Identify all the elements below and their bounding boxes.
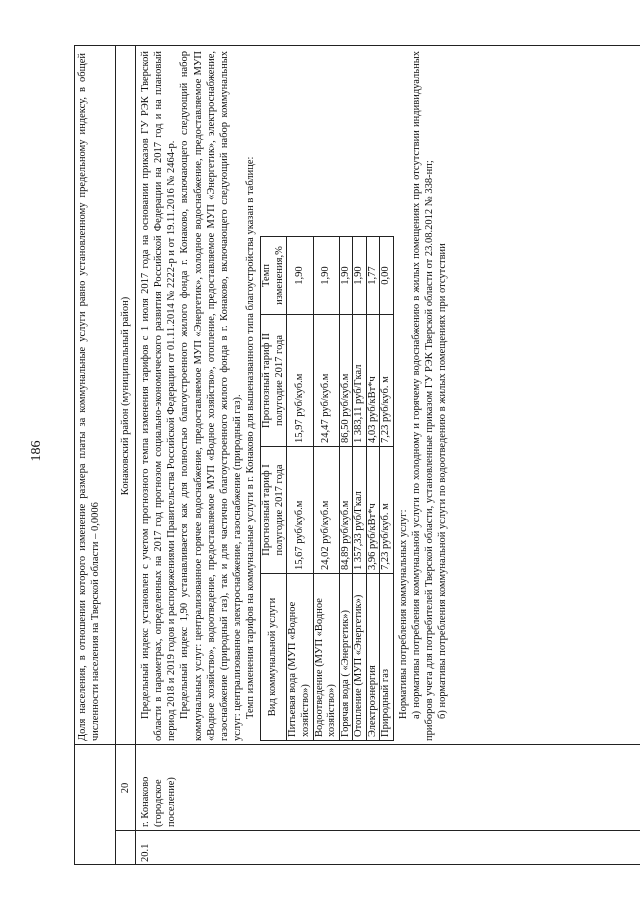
header-cell <box>76 53 102 741</box>
tariff-h2: 15,97 руб/куб.м <box>287 315 313 447</box>
tariff-rate: 1,90 <box>313 237 339 315</box>
page-number: 186 <box>29 440 44 462</box>
tariff-col-header: Темп изменения,% <box>261 237 287 315</box>
header-text: Доля населения, в отношении которого изменение размера платы за коммунальные услуги равно установленному предельному индексу, в общей численности населения на Тверской области – 0,0006 <box>77 53 102 741</box>
tariff-h2: 4,03 руб/кВт*ч <box>366 315 380 447</box>
tariff-service: Отопление (МУП «Энергетик») <box>353 574 367 741</box>
tariff-rate: 0,00 <box>380 237 394 315</box>
tariff-rate: 1,90 <box>339 237 353 315</box>
tariff-col-header: Вид коммунальной услуги <box>261 574 287 741</box>
tariff-h2: 7,23 руб/куб. м <box>380 315 394 447</box>
tariff-service: Природный газ <box>380 574 394 741</box>
tariff-h1: 84,89 руб/куб.м <box>339 447 353 574</box>
table-row <box>366 237 380 741</box>
norm-a: а) нормативы потребления коммунальной услуги по холодному и горячему водоснабжению в жилых помещениях при отсутствии индивидуальных приборов учета для потребителей Тверской области, установленные приказом ГУ РЭК Тверской области от 23.08.2012 № 338-нп; <box>411 51 436 741</box>
table-row <box>353 237 367 741</box>
table-row <box>287 237 313 741</box>
table-row <box>313 237 339 741</box>
table-border-row201 <box>135 45 136 865</box>
tariff-h2: 24,47 руб/куб.м <box>313 315 339 447</box>
tariff-table-header-row <box>261 237 287 741</box>
norms-title: Нормативы потребления коммунальных услуг: <box>398 509 410 719</box>
tariff-service: Питьевая вода (МУП «Водное хозяйство») <box>287 574 313 741</box>
tariff-table <box>260 236 394 741</box>
paragraph-3: Темп изменения тарифов на коммунальные услуги в г. Конаково для вышеназванного типа благоустройства указан в таблице: <box>245 156 256 719</box>
tariff-h2: 1 383,11 руб/Гкал <box>353 315 367 447</box>
tariff-service: Горячая вода ( «Энергетик») <box>339 574 353 741</box>
tariff-rate: 1,90 <box>287 237 313 315</box>
tariff-rate: 1,77 <box>366 237 380 315</box>
tariff-col-header: Прогнозный тариф II полугодие 2017 года <box>261 315 287 447</box>
tariff-h1: 1 357,33 руб/Гкал <box>353 447 367 574</box>
tariff-h1: 3,96 руб/кВт*ч <box>366 447 380 574</box>
table-border-row20 <box>115 45 116 865</box>
row20-title: Конаковский район (муниципальный район) <box>120 296 131 496</box>
rotated-document <box>74 45 640 865</box>
row20-number: 20 <box>120 782 131 794</box>
row201-locality: г. Конаково (городское поселение) <box>140 776 178 827</box>
tariff-h2: 86,50 руб/куб.м <box>339 315 353 447</box>
tariff-rate: 1,90 <box>353 237 367 315</box>
tariff-h1: 15,67 руб/куб.м <box>287 447 313 574</box>
tariff-h1: 24,02 руб/куб.м <box>313 447 339 574</box>
norm-b: б) нормативы потребления коммунальной услуги по водоотведению в жилых помещениях при отсутствии <box>437 243 449 719</box>
tariff-service: Водоотведение (МУП «Водное хозяйство») <box>313 574 339 741</box>
tariff-col-header: Прогнозный тариф I полугодие 2017 года <box>261 447 287 574</box>
table-border-top <box>74 45 75 865</box>
tariff-service: Электроэнергия <box>366 574 380 741</box>
table-row <box>380 237 394 741</box>
row201-content <box>139 51 450 741</box>
paragraph-1: Предельный индекс установлен с учетом прогнозного темпа изменения тарифов с 1 июля 2017 года на основании приказов ГУ РЭК Тверской области в параметрах, определенных на 2017 год прогнозом социально-экономического развития Российской Федерации на 2017 год и на плановый период 2018 и 2019 годов и распоряжениями Правительства Российской Федерации от 01.11.2014 № 2222-р и от 19.11.2016 № 2464-р. <box>140 51 178 741</box>
row201-number: 20.1 <box>140 843 151 862</box>
column-divider-1 <box>115 830 640 831</box>
paragraph-2: Предельный индекс 1,90 устанавливается как для полностью благоустроенного жилого фонда г. Конаково, включающего следующий набор коммунальных услуг: централизованное горячее водоснабжение, предоставляемое МУП «Энергетик», холодное водоснабжение, предоставляемое МУП «Водное хозяйство», водоотведение, предоставляемое МУП «Водное хозяйство», отопление, предоставляемое МУП «Энергетик», электроснабжение, газоснабжение (природный газ), так и для частично благоустроенного жилого фонда в г. Конаково, включающего следующий набор коммунальных услуг: централизованное электроснабжение, газоснабжение (природный газ). <box>179 51 243 741</box>
table-row <box>339 237 353 741</box>
tariff-h1: 7,23 руб/куб. м <box>380 447 394 574</box>
column-divider-2 <box>74 744 640 745</box>
